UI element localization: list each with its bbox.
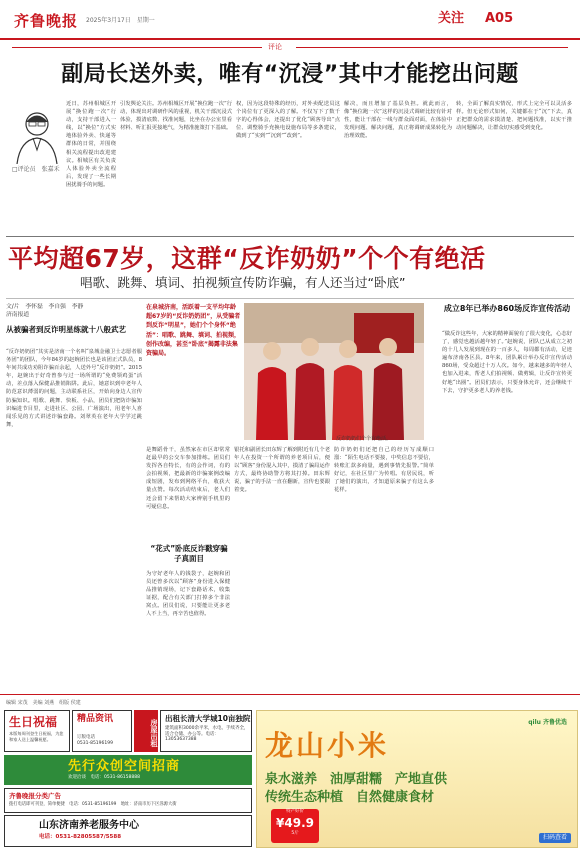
photo-caption: 反诈奶奶们个个有绝活。 <box>336 436 392 442</box>
ad-classified-text: 拨打电话即可刊登，简单便捷 电话：0531-85196199 地址：济南市历下区泺源大街 <box>9 802 177 807</box>
commentary-title: 副局长送外卖，唯有“沉浸”其中才能挖出问题 <box>61 62 519 87</box>
ad-space-title: 先行众创空间招商 <box>68 759 181 774</box>
section-divider <box>6 236 574 237</box>
commentary-col-3: 权，因为这段特殊的经历，对外卖配送员这个岗位有了更深入的了解。不仅写下了数千字的心得体会，还提出了优化“顾客导出”点位、调整骑手充换电设施布局等多条建议，做到了“实到”“沉到”“改到”。 <box>236 101 340 140</box>
ad-rent-title: 出租长清大学城10亩独院 <box>165 714 251 723</box>
editor-credits: 编辑 宋茂 美编 刘燕 组版 侯建 <box>6 700 81 706</box>
feature-col-mid-2: 为守好老年人的钱袋子，赵婉和团员还曾多次以“顾客”身份进入保健品推销现场，记下套路话术，收集证据，配合有关部门打掉多个非法窝点。团员们说，只要能让更多老人不上当，再辛苦也值得。 <box>146 571 230 618</box>
author-portrait <box>12 104 62 164</box>
kicker-rule-left <box>12 47 262 48</box>
kicker-rule-right <box>296 47 568 48</box>
ad-jingpin-text: 订版电话 0531-85196199 <box>77 735 113 746</box>
feature-title: 平均超67岁，这群“反诈奶奶”个个有绝活 <box>8 244 486 273</box>
commentary-col-2: 引发舆论关注。苏州相城区开展“换位跑一次”行动，体现出对调研作风的重视，机关干部沉浸式体验，摸清底数、找准问题，比坐在办公室里看材料、听汇报更接地气，为精准施策打下基础。 <box>120 101 232 132</box>
commentary-col-1: 近日，苏州相城区开展“换位跑一次”行动，支持干部进入一线，以“换位”方式实地体验外卖、快递等群体的日常，并围绕相关流程提出改进建议。相城区有关负责人体验外卖全流程后，发现了一些长期困扰骑手的问题。 <box>66 101 116 188</box>
feature-lead: 在泉城济南，活跃着一支平均年龄超67岁的“反诈奶奶团”，从受骗者到反诈“明星”，她们个个身怀“绝活”：唱歌、跳舞、填词、拍视频，创作改编，甚至“卧底”揭露非法集资骗局。 <box>146 304 241 358</box>
ad-rent-text: 建筑面积3000余平米，水电、手续齐全，适合仓储、办公等。电话：13053637388 <box>165 726 249 743</box>
ad-rent <box>160 710 252 752</box>
ad-jingpin-title: 精品资讯 <box>77 714 114 724</box>
ad-care <box>4 815 252 847</box>
section-name: 关注 <box>438 11 465 26</box>
millet-line-2: 传统生态种植 自然健康食材 <box>265 790 435 805</box>
ad-classified <box>4 788 252 813</box>
ad-space-text: 欢迎洽谈 电话：0531-86158888 <box>68 775 140 780</box>
commentary-kicker: 评论 <box>268 43 282 51</box>
ad-birthday-title: 生日祝福 <box>9 715 58 729</box>
right-subhead: 成立8年已举办860场反诈宣传活动 <box>443 304 571 313</box>
ad-care-text: 电话：0531-82805587/5588 <box>39 834 122 840</box>
millet-line-1: 泉水滋养 油厚甜糯 产地直供 <box>265 772 448 787</box>
millet-brand: qilu 齐鲁优选 <box>528 719 567 726</box>
left-subhead: 从被骗者到反诈明星练就十八般武艺 <box>6 325 126 334</box>
page-number: A05 <box>485 11 514 26</box>
commentary-author: □评论员 张嘉禾 <box>12 166 60 173</box>
feature-col-right: “做反诈这些年，大家的精神面貌有了很大变化，心态好了，感觉也越活越年轻了。”赵婉说，团队已从成立之初的十几人发展到现在的一百多人，每周都有活动，足迹遍布济南各区县。8年来，团队累计举办反诈宣传活动860场，受众超过十万人次。如今，越来越多的年轻人也加入进来，帮老人们拍视频、做剪辑，让反诈宣传更好地“出圈”。团员们表示，只要身体允许，还会继续干下去，守护更多老人的养老钱。 <box>442 331 572 394</box>
millet-scan-button[interactable]: 扫码查看 <box>539 833 571 843</box>
millet-price-badge <box>271 809 319 843</box>
feature-rule <box>6 298 574 299</box>
ad-jingpin <box>72 710 132 752</box>
millet-title: 龙山小米 <box>265 729 390 762</box>
feature-col-mid-4: 防诈奶奶们还把自己的经历写成顺口溜：“陌生电话不要接，中奖信息不要信，转账汇款多商量，遇到事情先报警。”简单好记，在社区里广为传唱。有居民说，听了她们的演出，才知道原来骗子有这么多花样。 <box>334 447 434 494</box>
ad-birthday-text: 本版每周刊登生日祝福，为您和家人送上温馨祝愿。 <box>9 731 64 742</box>
feature-subtitle: 唱歌、跳舞、填词、拍视频宣传防诈骗，有人还当过“卧底” <box>80 275 406 290</box>
millet-unit: 5斤 <box>291 831 299 837</box>
feature-col-mid: 是舞蹈骨干，虽然家在市区却常常赶最早的公交车参加排练。团员们发挥各自特长，有的会作词，有的会拍视频，把最新的诈骗案例改编成短剧，发布到网络平台，收获大量点赞。每次活动结束后，老人们还会留下来帮助大家辨别手机里的可疑信息。 <box>146 447 230 510</box>
feature-photo <box>244 303 424 440</box>
commentary-col-4: 解决，而且增加了基层负担。就此而言，像“换位跑一次”这样的沉浸式调研比较有针对性，能让干部在一线与群众面对面，在体验中发现问题、解决问题，真正将调研成果转化为治理效能。 <box>344 101 452 140</box>
mid-subhead: “花式”卧底反诈戳穿骗子真面目 <box>150 544 228 563</box>
millet-price-label: 特产好价 <box>286 809 304 814</box>
millet-price: ¥49.9 <box>276 816 314 831</box>
ad-space <box>4 755 252 785</box>
issue-date: 2025年3月17日 星期一 <box>86 17 155 24</box>
feature-col-left: “反诈奶奶团”其实是济南一个名叫“泉城金融卫士志愿者服务团”的团队，今年84岁的赵婉团长也是该团正式队员，8年间共成功劝阻诈骗百余起，人送外号“反诈奶奶”。2015年，赵婉出于好奇曾参与过一场所谓的“免费领鸡蛋”活动，差点落入保健品推销陷阱。此后，她意识到中老年人防范意识薄弱的问题，主动联系社区，开始向身边人宣传防骗知识。唱歌、跳舞、快板、小品，团员们把防诈骗知识编进节目里，走进社区、公园、广场演出，用老年人喜闻乐见的方式讲述诈骗套路。刘翠英在老年大学学过跳舞， <box>6 349 142 428</box>
feature-byline: 文/片 李怀磊 李自强 李静 济南报道 <box>6 304 84 318</box>
ad-millet <box>256 710 578 848</box>
ad-rule <box>0 694 580 695</box>
ad-care-title: 山东济南养老服务中心 <box>39 820 139 831</box>
feature-col-mid-3: 银托和副团长田东辉了解到附近有几个老年人在投资一个所谓的养老项目后，便以“顾客”身份混入其中，摸清了骗局运作方式，最终协助警方将其打掉。田东辉说，骗子的手法一直在翻新，宣传也要跟着变。 <box>234 447 330 494</box>
newspaper-logo: 齐鲁晚报 <box>14 12 79 30</box>
ad-house-tag: 房屋出租 <box>134 710 158 752</box>
ad-birthday <box>4 710 70 752</box>
commentary-col-5: 转，全面了解真实情况，形式上完全可以灵活多样。但无论形式如何，关键都在于“沉”下去，真正把群众的需求摸清楚、把问题找准，以实干推动问题解决，让群众切实感受到变化。 <box>456 101 572 132</box>
ad-classified-title: 齐鲁晚报分类广告 <box>9 792 61 800</box>
